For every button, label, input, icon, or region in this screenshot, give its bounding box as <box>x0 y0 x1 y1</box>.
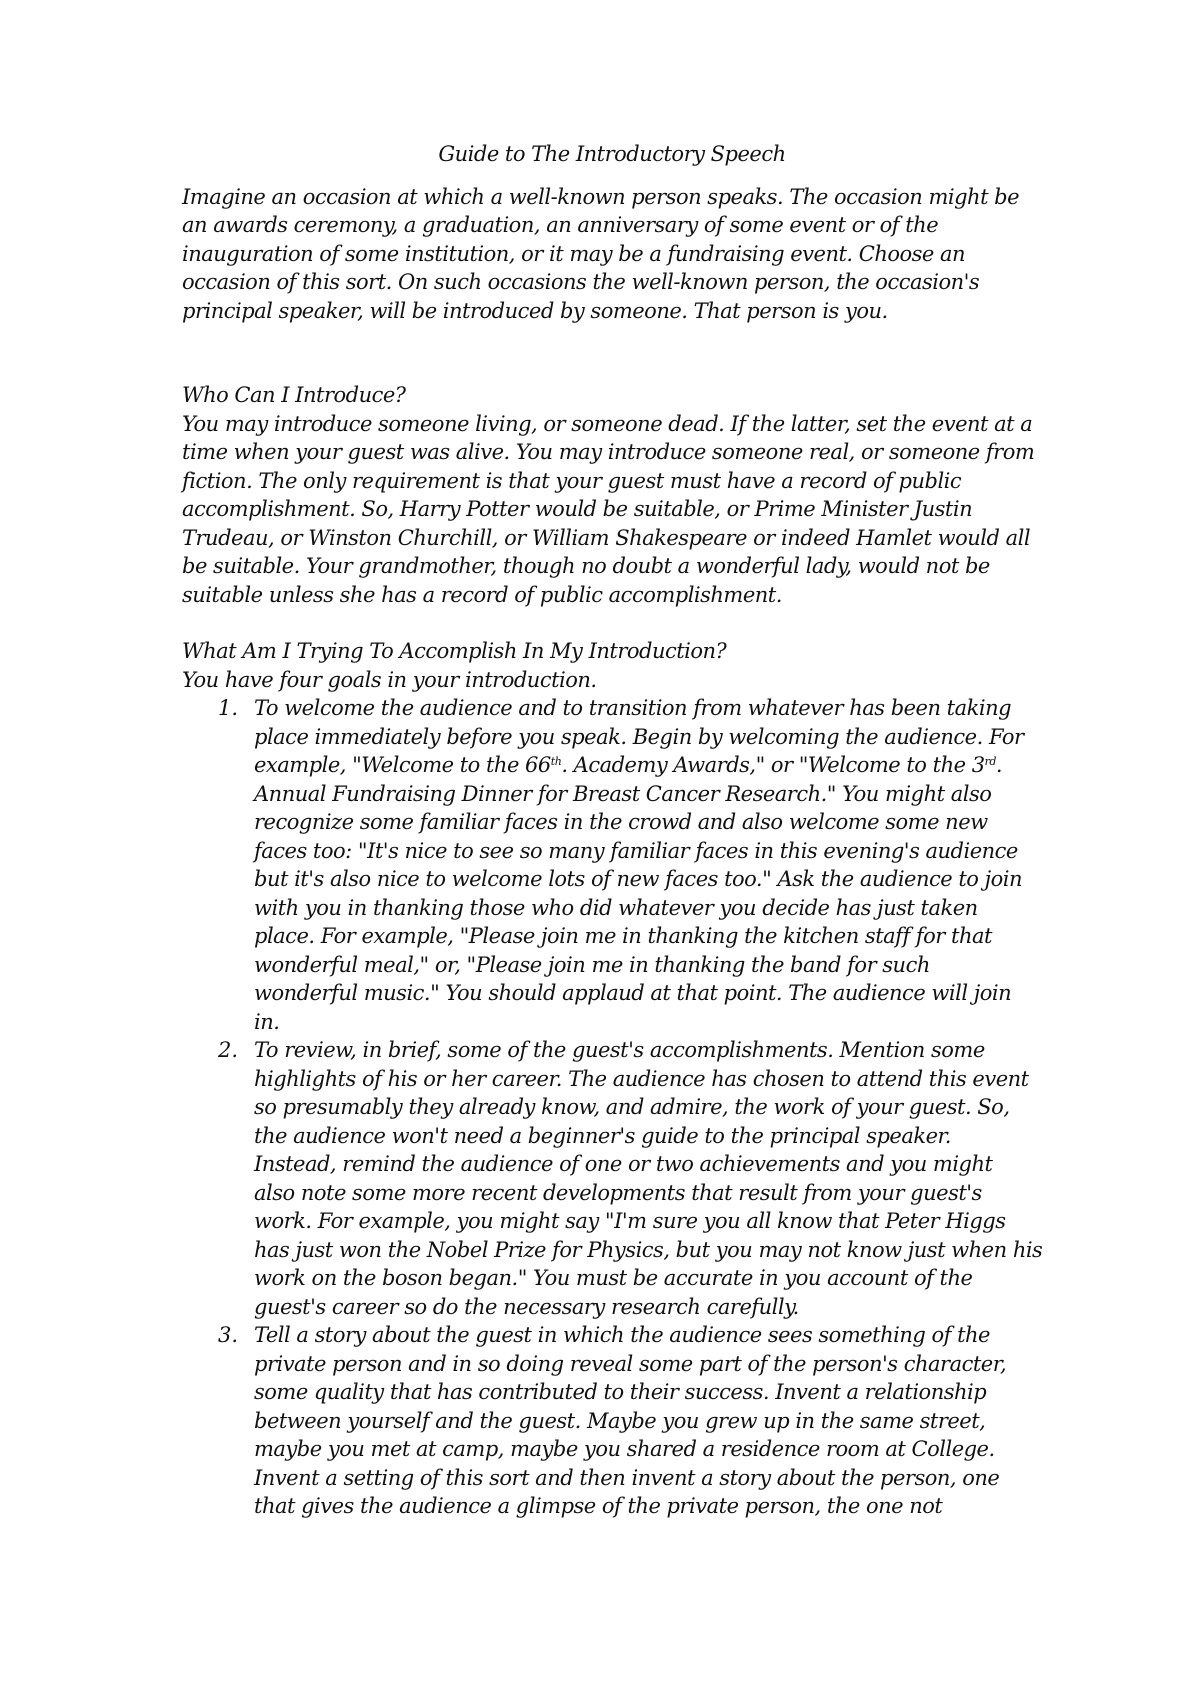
paragraph-line: Trudeau, or Winston Churchill, or William Shakespeare or indeed Hamlet would all <box>182 525 1031 550</box>
section-lead: You have four goals in your introduction. <box>182 667 597 692</box>
list-line: maybe you met at camp, maybe you shared a residence room at College. <box>254 1437 995 1461</box>
goals-list <box>182 694 1043 1521</box>
list-line <box>254 751 1030 780</box>
list-line: Tell a story about the guest in which the audience sees something of the <box>254 1323 990 1347</box>
list-line: the audience won't need a beginner's guide to the principal speaker. <box>254 1123 951 1148</box>
paragraph-line: suitable unless she has a record of public accomplishment. <box>182 582 782 607</box>
list-number: 2. <box>218 1038 239 1062</box>
list-line: guest's career so do the necessary research carefully. <box>254 1294 799 1319</box>
list-line: work. For example, you might say "I'm sure you all know that Peter Higgs <box>254 1209 1006 1233</box>
paragraph-line: be suitable. Your grandmother, though no doubt a wonderful lady, would not be <box>182 554 990 578</box>
list-line: also note some more recent developments that result from your guest's <box>254 1180 982 1205</box>
list-line: place immediately before you speak. Begin by welcoming the audience. For <box>254 724 1024 749</box>
list-line: faces too: "It's nice to see so many familiar faces in this evening's audience <box>254 838 1018 863</box>
list-line: in. <box>254 1009 280 1034</box>
paragraph-line: You may introduce someone living, or someone dead. If the latter, set the event at a <box>182 411 1033 436</box>
list-line: some quality that has contributed to their success. Invent a relationship <box>254 1380 987 1404</box>
list-item <box>182 1036 1043 1321</box>
list-line: has just won the Nobel Prize for Physics, but you may not know just when his <box>254 1237 1043 1262</box>
list-line: highlights of his or her career. The audience has chosen to attend this event <box>254 1066 1029 1091</box>
list-item <box>182 694 1030 1036</box>
paragraph-line: fiction. The only requirement is that your guest must have a record of public <box>182 468 962 493</box>
list-line: wonderful meal," or, "Please join me in thanking the band for such <box>254 952 930 977</box>
intro-line: principal speaker, will be introduced by someone. That person is you. <box>182 298 888 323</box>
paragraph-line: accomplishment. So, Harry Potter would be suitable, or Prime Minister Justin <box>182 497 973 521</box>
list-line: work on the boson began." You must be accurate in you account of the <box>254 1266 973 1290</box>
list-line: private person and in so doing reveal some part of the person's character, <box>254 1351 1007 1376</box>
document-title: Guide to The Introductory Speech <box>438 142 786 166</box>
section-heading: Who Can I Introduce? <box>182 383 406 407</box>
list-line: wonderful music." You should applaud at that point. The audience will join <box>254 981 1012 1005</box>
list-line: To welcome the audience and to transition from whatever has been taking <box>254 696 1012 720</box>
list-line: place. For example, "Please join me in thanking the kitchen staff for that <box>254 924 992 948</box>
intro-paragraph <box>182 183 1030 326</box>
intro-line: occasion of this sort. On such occasions the well-known person, the occasion's <box>182 270 980 294</box>
list-line: recognize some familiar faces in the crowd and also welcome some new <box>254 810 988 834</box>
section-what-am-i-trying <box>182 637 1043 1521</box>
section-who-can-i-introduce <box>182 381 1035 609</box>
intro-line: Imagine an occasion at which a well-known person speaks. The occasion might be <box>182 184 1020 209</box>
list-line: between yourself and the guest. Maybe you grew up in the same street, <box>254 1408 986 1433</box>
intro-line: an awards ceremony, a graduation, an anniversary of some event or of the <box>182 213 939 237</box>
list-line: that gives the audience a glimpse of the private person, the one not <box>254 1494 943 1518</box>
text-run: . <box>995 753 1003 777</box>
list-line: so presumably they already know, and admire, the work of your guest. So, <box>254 1095 1010 1119</box>
spacer <box>182 609 1030 637</box>
list-number: 3. <box>218 1323 239 1347</box>
text-run: . Academy Awards," or "Welcome to the 3 <box>561 753 985 777</box>
intro-line: inauguration of some institution, or it may be a fundraising event. Choose an <box>182 241 966 266</box>
section-heading: What Am I Trying To Accomplish In My Introduction? <box>182 639 727 663</box>
ordinal-suffix: th <box>550 755 562 768</box>
ordinal-suffix: rd <box>984 755 996 768</box>
spacer <box>182 325 1030 381</box>
list-line: Instead, remind the audience of one or two achievements and you might <box>254 1152 993 1176</box>
list-line: Invent a setting of this sort and then invent a story about the person, one <box>254 1465 1000 1490</box>
list-line: To review, in brief, some of the guest's accomplishments. Mention some <box>254 1038 985 1062</box>
list-item <box>182 1321 1030 1521</box>
paragraph-line: time when your guest was alive. You may introduce someone real, or someone from <box>182 440 1035 464</box>
list-number: 1. <box>218 696 239 720</box>
text-run: example, "Welcome to the 66 <box>254 753 551 777</box>
list-line: with you in thanking those who did whatever you decide has just taken <box>254 895 978 920</box>
list-line: Annual Fundraising Dinner for Breast Cancer Research." You might also <box>254 781 992 806</box>
list-line: but it's also nice to welcome lots of new faces too." Ask the audience to join <box>254 867 1023 891</box>
